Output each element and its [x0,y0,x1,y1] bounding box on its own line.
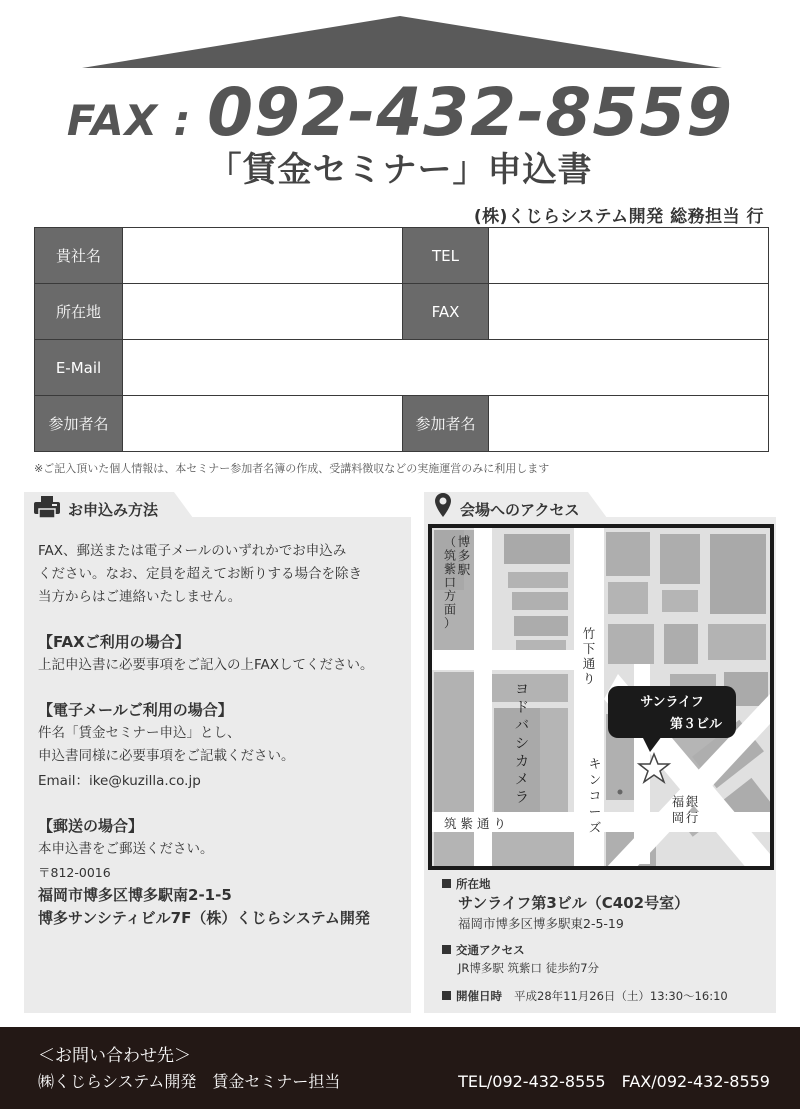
fax-machine-icon [34,496,60,518]
footer [0,1027,800,1109]
venue-name: サンライフ第3ビル（C402号室） [458,894,690,912]
access-label: 交通アクセス [456,943,525,957]
access-heading: 会場へのアクセス [460,501,580,519]
fax-method-heading: 【FAXご利用の場合】 [38,633,190,651]
application-form [34,227,769,452]
post-address-2: 博多サンシティビル7F（株）くじらシステム開発 [38,909,370,927]
email-method-text-1: 件名「賃金セミナー申込」とし、 [38,725,241,741]
location-label-row [442,876,491,892]
access-text: JR博多駅 筑紫口 徒歩約7分 [458,961,600,975]
privacy-note: ※ご記入頂いた個人情報は、本セミナー参加者名簿の作成、受講料徴収などの実施運営のみに利用します [34,462,550,475]
company-field[interactable] [123,228,403,284]
date-label: 開催日時 [456,989,502,1003]
map-takeshita-label: 竹下通り [582,626,596,686]
location-pin-icon [434,492,452,518]
map-bank-label-2: 銀行 [685,794,699,825]
post-method-text: 本申込書をご郵送ください。 [38,841,214,857]
venue-address: 福岡市博多区博多駅東2-5-19 [458,916,624,931]
participant-field-1[interactable] [123,396,403,452]
address-label: 所在地 [35,284,123,340]
company-label: 貴社名 [35,228,123,284]
email-method-text-2: 申込書同様に必要事項をご記載ください。 [38,748,295,764]
map-station-label-main: 博多駅 [457,534,471,577]
tel-label: TEL [403,228,489,284]
form-title: 「賃金セミナー」申込書 [207,150,593,190]
address-field[interactable] [123,284,403,340]
location-label: 所在地 [456,877,491,891]
footer-company: ㈱くじらシステム開発 賃金セミナー担当 [38,1072,341,1091]
fax-field-label: FAX [403,284,489,340]
email-label: E-Mail [35,340,123,396]
email-address[interactable]: Email：ike@kuzilla.co.jp [38,773,201,789]
footer-phone: TEL/092-432-8555 FAX/092-432-8559 [458,1072,770,1091]
apply-heading: お申込み方法 [68,501,159,519]
intro-line-1: FAX、郵送または電子メールのいずれかでお申込み [38,543,347,559]
date-text: 平成28年11月26日（土）13:30〜16:10 [514,989,728,1003]
email-field[interactable] [123,340,769,396]
map-chikushi-label: 筑紫通り [444,816,511,831]
date-row [442,987,728,1004]
callout-line2: 第３ビル [669,717,723,732]
postal-code: 〒812-0016 [38,865,111,880]
how-to-apply-body [38,540,410,930]
fax-number: 092-432-8559 [207,74,734,151]
tel-field[interactable] [489,228,769,284]
roof-header-shape [0,0,800,72]
fax-method-text: 上記申込書に必要事項をご記入の上FAXしてください。 [38,657,374,673]
map-bank-label-1: 福岡 [671,794,685,825]
venue-map [428,524,774,870]
footer-contact: ＜お問い合わせ先＞ [38,1046,191,1066]
map-station-label-sub: （筑紫口方面） [443,535,457,630]
participant-label-1: 参加者名 [35,396,123,452]
fax-field[interactable] [489,284,769,340]
fax-label: FAX : [66,96,208,145]
email-method-heading: 【電子メールご利用の場合】 [38,701,233,719]
participant-field-2[interactable] [489,396,769,452]
map-yodobashi-label: ヨドバシカメラ [515,682,529,806]
participant-label-2: 参加者名 [403,396,489,452]
callout-line1: サンライフ [640,695,704,710]
access-label-row [442,942,525,958]
post-address-1: 福岡市博多区博多駅南2-1-5 [38,886,232,904]
recipient: (株)くじらシステム開発 総務担当 行 [473,207,764,227]
map-kinko-label: キンコーズ [588,756,602,835]
intro-line-2: ください。なお、定員を超えてお断りする場合を除き [38,566,362,582]
post-method-heading: 【郵送の場合】 [38,817,144,835]
fax-number-title [0,74,800,151]
intro-line-3: 当方からはご連絡いたしません。 [38,589,242,605]
